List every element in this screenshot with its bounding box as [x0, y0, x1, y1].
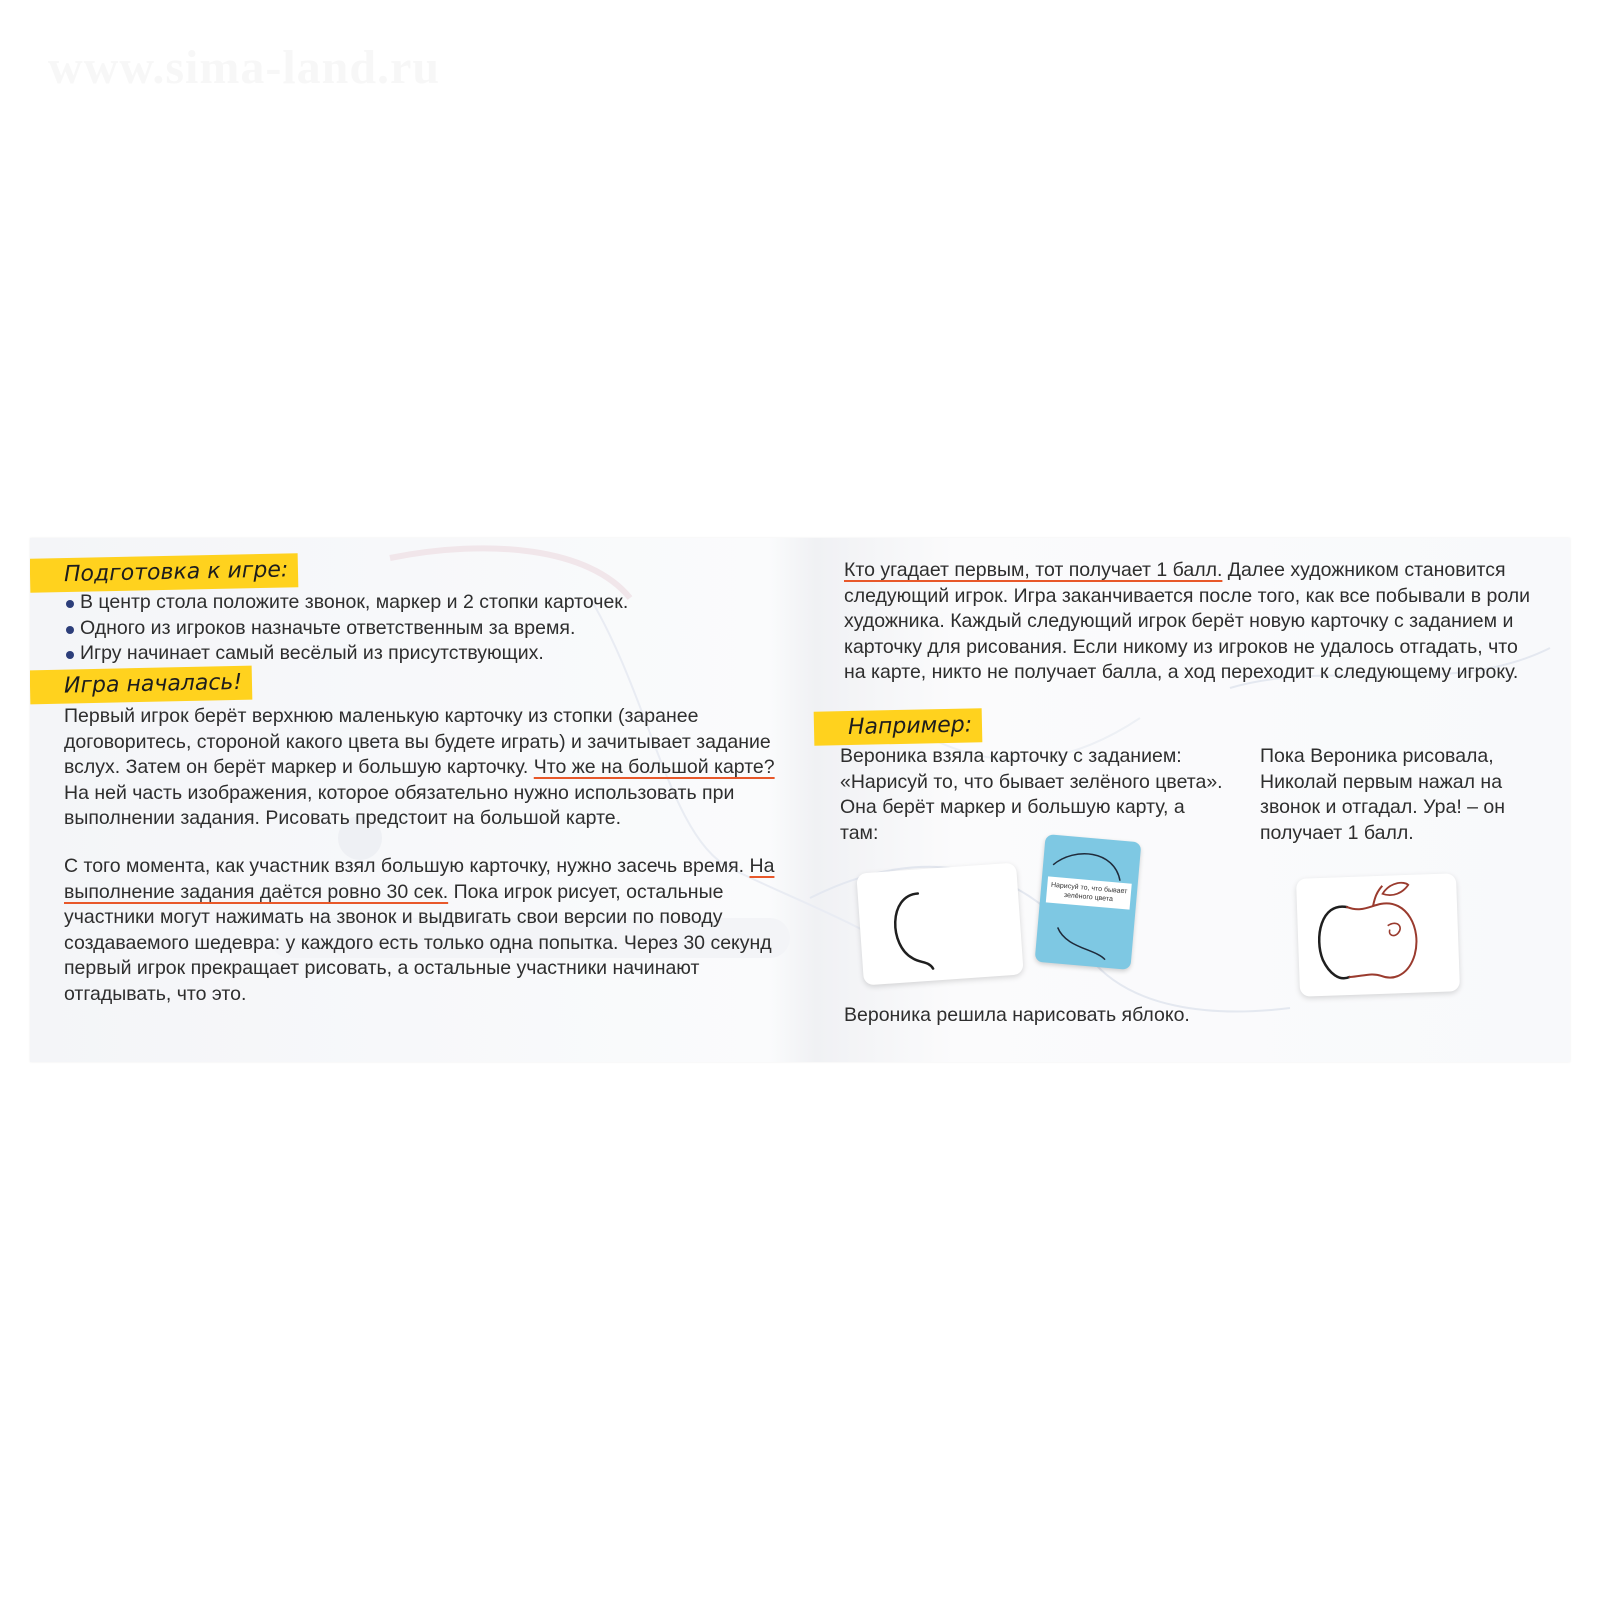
example-heading: Например: [814, 708, 983, 746]
scoring-paragraph: Кто угадает первым, тот получает 1 балл. Далее художником становится следующий игрок. Игра заканчивается после того, как все побывали в роли художника. Каждый следующий игрок берёт новую карточку с заданием и карточку для рисования. Если никому из игроков не удалось отгадать, что на карте, никто не получает балла, а ход переходит к следующему игроку. [844, 559, 1531, 684]
apple-drawing [1296, 873, 1460, 997]
example-text-left: Вероника взяла карточку с заданием: «Нарисуй то, что бывает зелёного цвета». Она берёт маркер и большую карту, а там: [840, 745, 1223, 844]
example-caption: Вероника решила нарисовать яблоко. [844, 1004, 1190, 1026]
underlined-scoring: Кто угадает первым, тот получает 1 балл. [844, 559, 1223, 581]
underlined-time-limit: На выполнение задания даётся ровно 30 сек. [64, 855, 775, 903]
list-item: Игру начинает самый весёлый из присутствующих. [64, 641, 784, 667]
task-card-text: Нарисуй то, что бывает зелёного цвета [1046, 876, 1132, 909]
setup-list [64, 590, 784, 667]
game-heading: Игра началась! [30, 666, 253, 705]
drawing-card-apple [1296, 873, 1460, 997]
curve-drawing [856, 863, 1023, 986]
example-text-right: Пока Вероника рисовала, Николай первым нажал на звонок и отгадал. Ура! – он получает 1 балл. [1260, 745, 1506, 844]
setup-heading: Подготовка к игре: [30, 553, 299, 593]
list-item: В центр стола положите звонок, маркер и 2 стопки карточек. [64, 590, 784, 616]
watermark: www.sima-land.ru [48, 41, 441, 94]
game-paragraph-1: Первый игрок берёт верхнюю маленькую карточку из стопки (заранее договоритесь, стороной какого цвета вы будете играть) и зачитывает задание вслух. Затем он берёт маркер и большую карточку. Что же на большой карте? На ней часть изображения, которое обязательно нужно использовать при выполнении задания. Рисовать предстоит на большой карте. [64, 705, 775, 830]
game-paragraph-2: С того момента, как участник взял большую карточку, нужно засечь время. На выполнение задания даётся ровно 30 сек. Пока игрок рисует, остальные участники могут нажимать на звонок и выдвигать свои версии по поводу создаваемого шедевра: у каждого есть только одна попытка. Через 30 секунд первый игрок прекращает рисовать, а остальные участники начинают отгадывать, что это. [64, 855, 775, 1005]
list-item: Одного из игроков назначьте ответственным за время. [64, 616, 784, 642]
task-card [1035, 834, 1142, 970]
underlined-question: Что же на большой карте? [533, 756, 775, 779]
left-page [30, 538, 810, 1062]
drawing-card-start [856, 863, 1023, 986]
